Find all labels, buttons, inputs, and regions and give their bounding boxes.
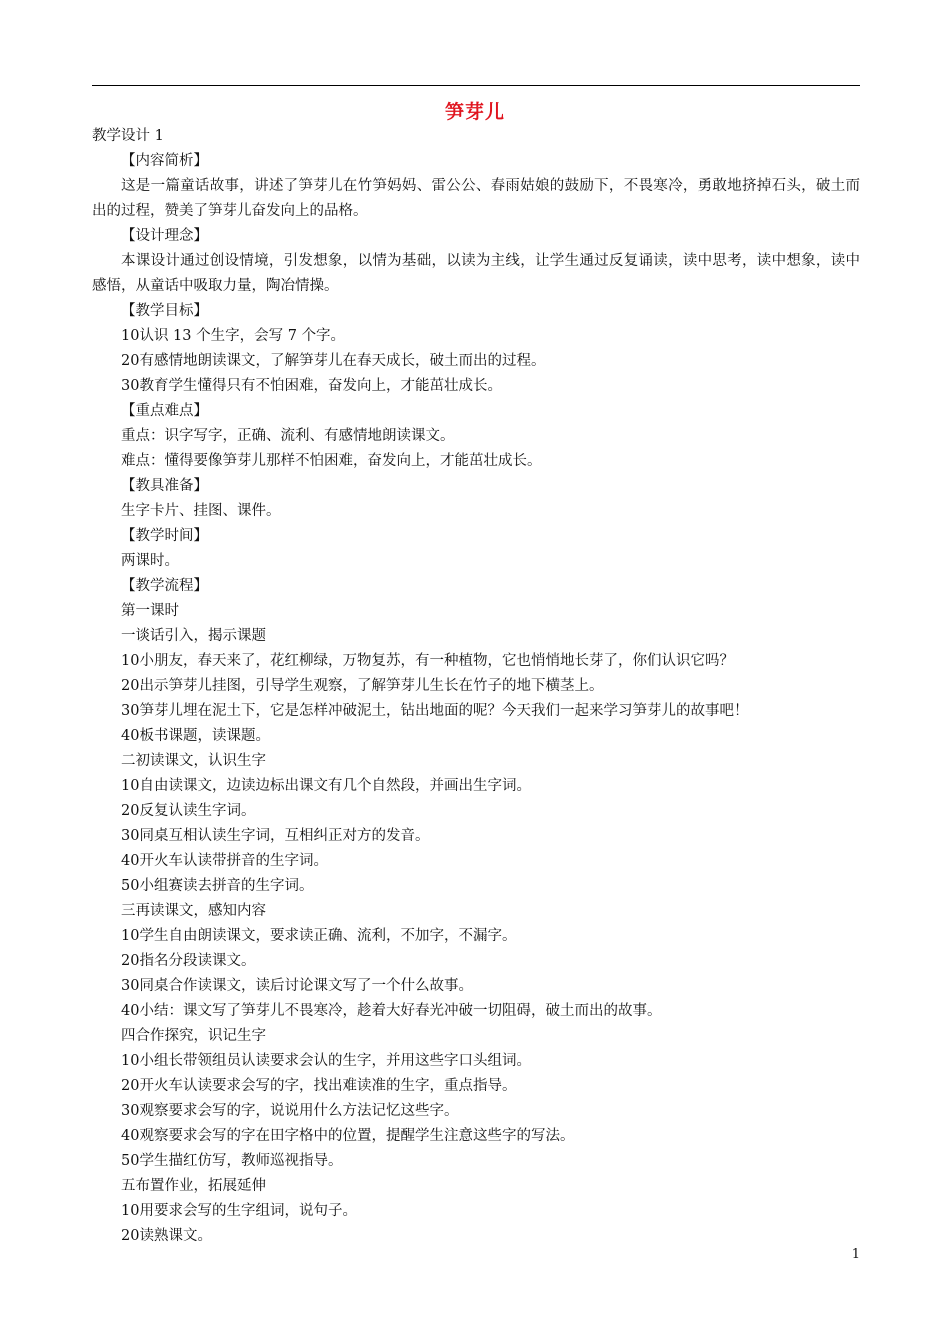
- summary-heading: 【内容简析】: [121, 153, 208, 169]
- document-body: [92, 124, 860, 1249]
- step-item: 20读熟课文。: [121, 1228, 212, 1244]
- step-item: 30同桌合作读课文，读后讨论课文写了一个什么故事。: [121, 978, 473, 994]
- step-item: 10自由读课文，边读边标出课文有几个自然段，并画出生字词。: [121, 778, 531, 794]
- step-heading: 五布置作业，拓展延伸: [121, 1178, 266, 1194]
- goals-heading: 【教学目标】: [121, 303, 208, 319]
- concept-heading: 【设计理念】: [121, 228, 208, 244]
- step-item: 50小组赛读去拼音的生字词。: [121, 878, 314, 894]
- page-number: 1: [851, 1247, 860, 1262]
- design-label: 教学设计 1: [92, 128, 164, 144]
- step-item: 30观察要求会写的字，说说用什么方法记忆这些字。: [121, 1103, 459, 1119]
- header-rule: [92, 85, 860, 86]
- process-heading: 【教学流程】: [121, 578, 208, 594]
- time-text: 两课时。: [121, 553, 179, 569]
- step-item: 40小结：课文写了笋芽儿不畏寒冷，趁着大好春光冲破一切阻碍，破土而出的故事。: [121, 1003, 662, 1019]
- step-item: 20开火车认读要求会写的字，找出难读准的生字，重点指导。: [121, 1078, 517, 1094]
- step-heading: 三再读课文，感知内容: [121, 903, 266, 919]
- step-item: 10小组长带领组员认读要求会认的生字，并用这些字口头组词。: [121, 1053, 531, 1069]
- concept-text: 本课设计通过创设情境，引发想象，以情为基础，以读为主线，让学生通过反复诵读，读中思考，读中想象，读中感悟，从童话中吸取力量，陶冶情操。: [92, 253, 860, 294]
- tools-heading: 【教具准备】: [121, 478, 208, 494]
- step-item: 40开火车认读带拼音的生字词。: [121, 853, 328, 869]
- step-heading: 四合作探究，识记生字: [121, 1028, 266, 1044]
- summary-text: 这是一篇童话故事，讲述了笋芽儿在竹笋妈妈、雷公公、春雨姑娘的鼓励下，不畏寒冷，勇敢地挤掉石头，破土而出的过程，赞美了笋芽儿奋发向上的品格。: [92, 178, 860, 219]
- key-heading: 【重点难点】: [121, 403, 208, 419]
- step-item: 40板书课题，读课题。: [121, 728, 270, 744]
- page-title: 笋芽儿: [444, 101, 505, 123]
- key-point: 难点：懂得要像笋芽儿那样不怕困难，奋发向上，才能茁壮成长。: [121, 453, 542, 469]
- step-heading: 二初读课文，认识生字: [121, 753, 266, 769]
- step-item: 40观察要求会写的字在田字格中的位置，提醒学生注意这些字的写法。: [121, 1128, 575, 1144]
- step-item: 20出示笋芽儿挂图，引导学生观察，了解笋芽儿生长在竹子的地下横茎上。: [121, 678, 604, 694]
- goal-item: 10认识 13 个生字，会写 7 个字。: [121, 328, 346, 344]
- step-item: 30笋芽儿埋在泥土下，它是怎样冲破泥土，钻出地面的呢？今天我们一起来学习笋芽儿的故事吧！: [121, 703, 749, 719]
- step-item: 30同桌互相认读生字词，互相纠正对方的发音。: [121, 828, 430, 844]
- goal-item: 20有感情地朗读课文，了解笋芽儿在春天成长，破土而出的过程。: [121, 353, 546, 369]
- step-item: 50学生描红仿写，教师巡视指导。: [121, 1153, 343, 1169]
- step-item: 20指名分段读课文。: [121, 953, 256, 969]
- goal-item: 30教育学生懂得只有不怕困难，奋发向上，才能茁壮成长。: [121, 378, 502, 394]
- step-heading: 一谈话引入，揭示课题: [121, 628, 266, 644]
- step-item: 20反复认读生字词。: [121, 803, 256, 819]
- time-heading: 【教学时间】: [121, 528, 208, 544]
- step-item: 10用要求会写的生字组词，说句子。: [121, 1203, 357, 1219]
- lesson-label: 第一课时: [121, 603, 179, 619]
- tools-text: 生字卡片、挂图、课件。: [121, 503, 281, 519]
- step-item: 10小朋友，春天来了，花红柳绿，万物复苏，有一种植物，它也悄悄地长芽了，你们认识它吗？: [121, 653, 734, 669]
- key-point: 重点：识字写字，正确、流利、有感情地朗读课文。: [121, 428, 455, 444]
- step-item: 10学生自由朗读课文，要求读正确、流利，不加字，不漏字。: [121, 928, 517, 944]
